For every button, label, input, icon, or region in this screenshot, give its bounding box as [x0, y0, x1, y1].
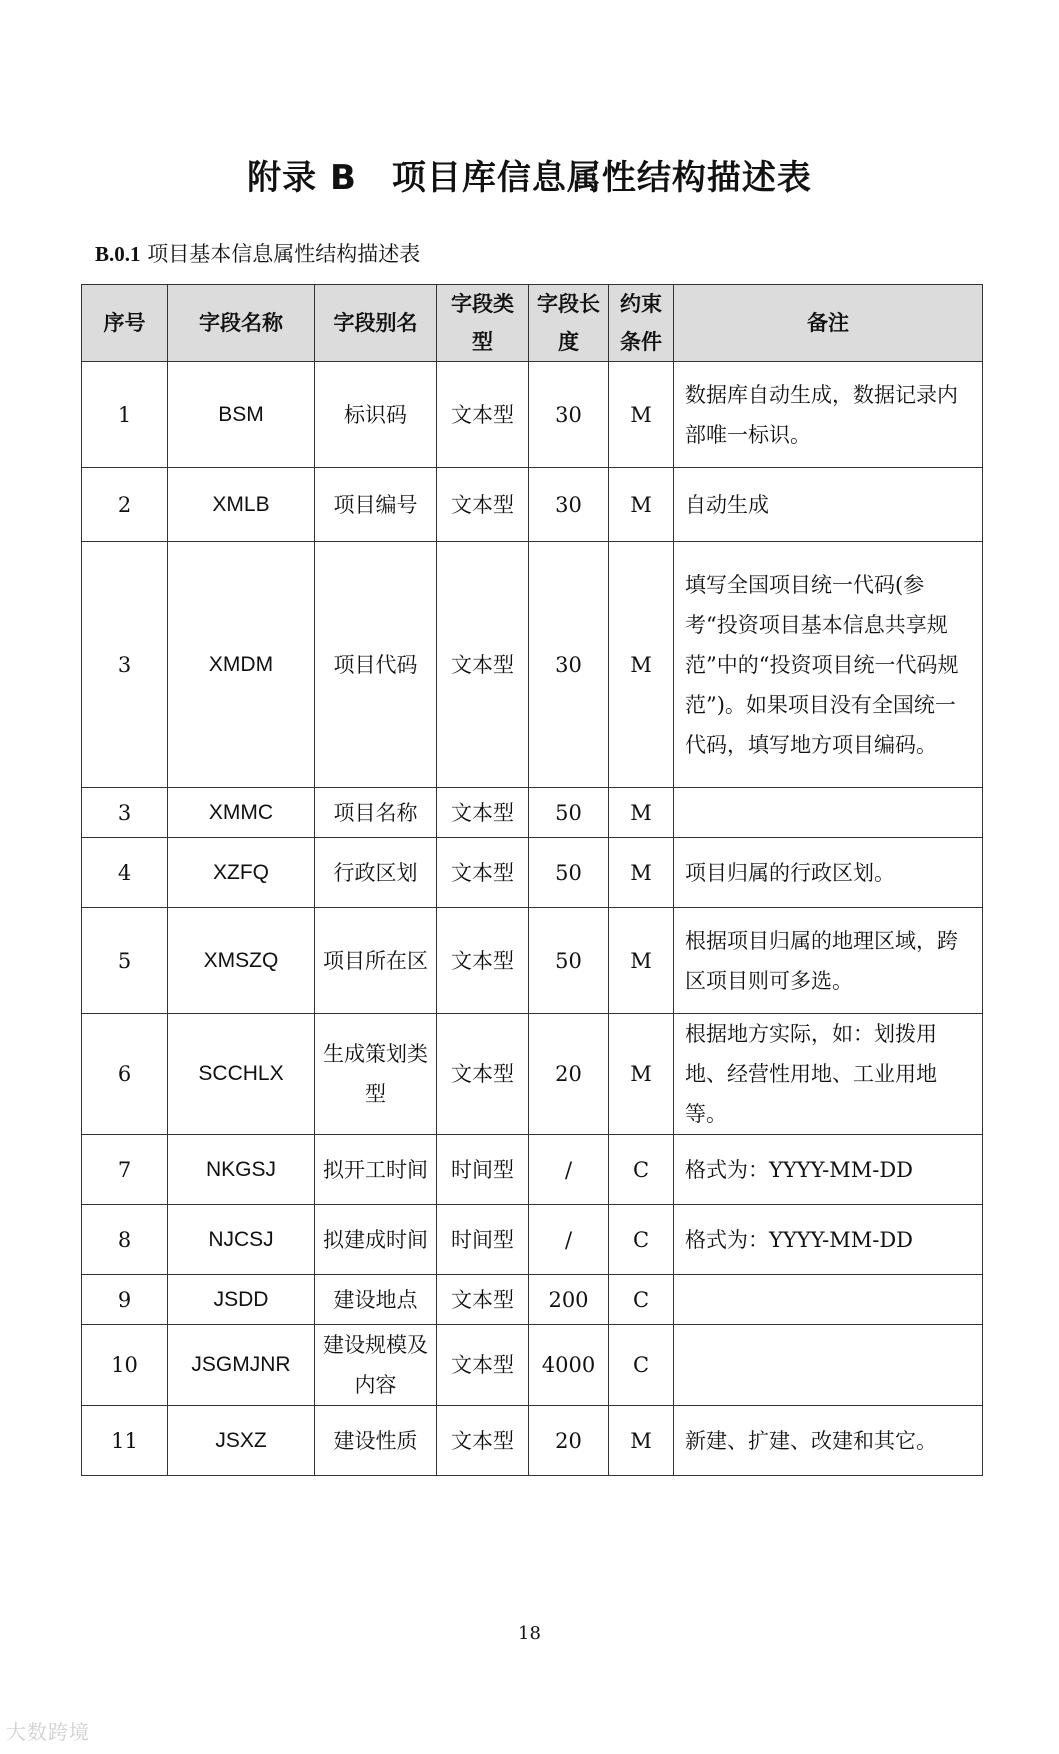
cell-field-name: XZFQ: [168, 838, 315, 908]
table-row: [82, 1406, 983, 1476]
cell-type: 文本型: [437, 542, 529, 788]
attribute-table: [81, 284, 983, 1476]
table-row: [82, 468, 983, 542]
cell-constraint: M: [609, 1406, 674, 1476]
cell-index: 3: [82, 788, 168, 838]
cell-constraint: M: [609, 838, 674, 908]
cell-field-name: XMDM: [168, 542, 315, 788]
cell-index: 3: [82, 542, 168, 788]
cell-length: /: [529, 1205, 609, 1275]
cell-alias: 建设性质: [315, 1406, 437, 1476]
cell-constraint: M: [609, 1014, 674, 1135]
table-header-row: [82, 285, 983, 362]
table-number: B.0.1: [95, 242, 141, 266]
cell-alias: 项目编号: [315, 468, 437, 542]
cell-field-name: JSGMJNR: [168, 1325, 315, 1406]
cell-index: 11: [82, 1406, 168, 1476]
cell-constraint: M: [609, 468, 674, 542]
cell-constraint: M: [609, 362, 674, 468]
cell-constraint: C: [609, 1135, 674, 1205]
cell-index: 4: [82, 838, 168, 908]
table-row: [82, 838, 983, 908]
cell-field-name: JSDD: [168, 1275, 315, 1325]
cell-remark: 新建、扩建、改建和其它。: [674, 1406, 983, 1476]
cell-field-name: XMSZQ: [168, 908, 315, 1014]
cell-index: 2: [82, 468, 168, 542]
cell-index: 7: [82, 1135, 168, 1205]
cell-alias: 建设地点: [315, 1275, 437, 1325]
table-caption-text: 项目基本信息属性结构描述表: [140, 242, 421, 266]
cell-type: 文本型: [437, 362, 529, 468]
cell-type: 文本型: [437, 1325, 529, 1406]
cell-alias: 生成策划类型: [315, 1014, 437, 1135]
cell-type: 文本型: [437, 1014, 529, 1135]
cell-constraint: M: [609, 908, 674, 1014]
cell-field-name: NJCSJ: [168, 1205, 315, 1275]
header-field-type: 字段类型: [437, 285, 529, 362]
cell-constraint: C: [609, 1275, 674, 1325]
cell-remark: 数据库自动生成，数据记录内部唯一标识。: [674, 362, 983, 468]
header-field-alias: 字段别名: [315, 285, 437, 362]
cell-constraint: M: [609, 542, 674, 788]
cell-length: 30: [529, 468, 609, 542]
table-row: [82, 788, 983, 838]
table-row: [82, 542, 983, 788]
cell-alias: 项目代码: [315, 542, 437, 788]
cell-index: 1: [82, 362, 168, 468]
cell-field-name: NKGSJ: [168, 1135, 315, 1205]
cell-type: 文本型: [437, 838, 529, 908]
cell-alias: 建设规模及内容: [315, 1325, 437, 1406]
cell-length: 4000: [529, 1325, 609, 1406]
cell-remark: 根据地方实际，如：划拨用地、经营性用地、工业用地等。: [674, 1014, 983, 1135]
cell-remark: [674, 788, 983, 838]
cell-remark: 格式为：YYYY-MM-DD: [674, 1205, 983, 1275]
cell-field-name: SCCHLX: [168, 1014, 315, 1135]
cell-length: 20: [529, 1014, 609, 1135]
cell-alias: 项目名称: [315, 788, 437, 838]
table-row: [82, 908, 983, 1014]
cell-type: 文本型: [437, 788, 529, 838]
cell-index: 5: [82, 908, 168, 1014]
cell-type: 文本型: [437, 1406, 529, 1476]
cell-field-name: XMMC: [168, 788, 315, 838]
cell-remark: 格式为：YYYY-MM-DD: [674, 1135, 983, 1205]
cell-length: 30: [529, 362, 609, 468]
cell-length: /: [529, 1135, 609, 1205]
cell-remark: [674, 1325, 983, 1406]
cell-field-name: JSXZ: [168, 1406, 315, 1476]
cell-alias: 标识码: [315, 362, 437, 468]
table-row: [82, 1014, 983, 1135]
page-number: 18: [518, 1623, 541, 1644]
cell-type: 文本型: [437, 1275, 529, 1325]
table-row: [82, 1275, 983, 1325]
cell-remark: 自动生成: [674, 468, 983, 542]
watermark: 大数跨境: [6, 1720, 90, 1744]
cell-length: 200: [529, 1275, 609, 1325]
table-row: [82, 1325, 983, 1406]
table-row: [82, 1135, 983, 1205]
cell-length: 30: [529, 542, 609, 788]
cell-alias: 拟建成时间: [315, 1205, 437, 1275]
cell-remark: [674, 1275, 983, 1325]
cell-constraint: C: [609, 1205, 674, 1275]
cell-field-name: BSM: [168, 362, 315, 468]
header-xuhao: 序号: [82, 285, 168, 362]
cell-type: 时间型: [437, 1135, 529, 1205]
cell-length: 50: [529, 908, 609, 1014]
page-title: 附录 B 项目库信息属性结构描述表: [247, 158, 812, 198]
table-caption: [95, 238, 420, 268]
cell-alias: 拟开工时间: [315, 1135, 437, 1205]
cell-field-name: XMLB: [168, 468, 315, 542]
cell-index: 8: [82, 1205, 168, 1275]
cell-alias: 行政区划: [315, 838, 437, 908]
cell-constraint: C: [609, 1325, 674, 1406]
cell-remark: 填写全国项目统一代码(参考“投资项目基本信息共享规范”中的“投资项目统一代码规范”)。如果项目没有全国统一代码，填写地方项目编码。: [674, 542, 983, 788]
cell-type: 文本型: [437, 468, 529, 542]
table-row: [82, 362, 983, 468]
cell-constraint: M: [609, 788, 674, 838]
cell-type: 时间型: [437, 1205, 529, 1275]
cell-index: 10: [82, 1325, 168, 1406]
header-field-name: 字段名称: [168, 285, 315, 362]
cell-length: 20: [529, 1406, 609, 1476]
table-row: [82, 1205, 983, 1275]
cell-remark: 根据项目归属的地理区域，跨区项目则可多选。: [674, 908, 983, 1014]
cell-index: 9: [82, 1275, 168, 1325]
cell-length: 50: [529, 838, 609, 908]
header-remark: 备注: [674, 285, 983, 362]
cell-alias: 项目所在区: [315, 908, 437, 1014]
header-constraint: 约束条件: [609, 285, 674, 362]
cell-index: 6: [82, 1014, 168, 1135]
cell-length: 50: [529, 788, 609, 838]
header-field-length: 字段长度: [529, 285, 609, 362]
cell-type: 文本型: [437, 908, 529, 1014]
cell-remark: 项目归属的行政区划。: [674, 838, 983, 908]
